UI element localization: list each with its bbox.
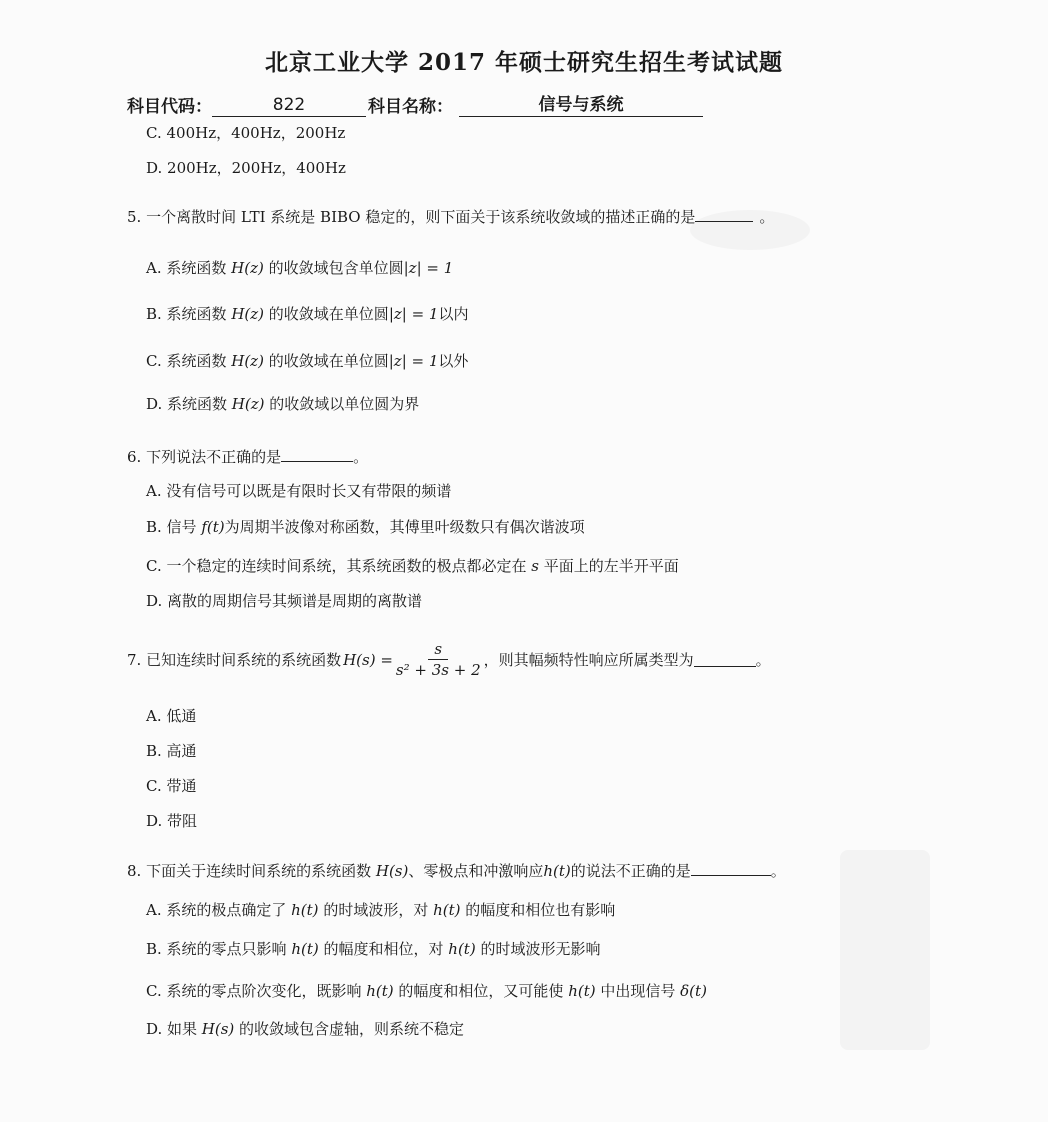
q7-option-c: C. 带通 xyxy=(146,777,197,795)
math-expr: δ(t) xyxy=(680,982,707,1000)
math-expr: H(z) xyxy=(231,259,264,277)
scan-smudge xyxy=(840,850,930,1050)
q4-option-c: C. 400Hz，400Hz，200Hz xyxy=(146,124,346,142)
math-expr: |z| = 1 xyxy=(388,352,439,370)
option-text: C. 系统的零点阶次变化，既影响 xyxy=(146,982,367,1000)
option-text: 的时域波形，对 xyxy=(318,901,434,919)
q7-stem-text: 7. 已知连续时间系统的系统函数 xyxy=(127,651,342,669)
math-expr: h(t) xyxy=(543,862,571,880)
q5-option-d xyxy=(146,393,419,414)
q8-option-c xyxy=(146,980,707,1001)
q8-option-a xyxy=(146,899,615,920)
subject-code-value: 822 xyxy=(212,95,366,117)
q8-stem-text: 、零极点和冲激响应 xyxy=(408,862,544,880)
math-expr: s xyxy=(531,557,539,575)
q7-stem xyxy=(127,640,771,679)
q7-option-d: D. 带阻 xyxy=(146,812,198,830)
q6-option-a: A. 没有信号可以既是有限时长又有带限的频谱 xyxy=(146,482,452,500)
q5-option-c xyxy=(146,350,468,371)
q5-stem-end: 。 xyxy=(759,208,775,226)
q5-option-a xyxy=(146,257,453,278)
math-expr: H(z) xyxy=(231,305,265,323)
option-text: 平面上的左半开平面 xyxy=(543,557,679,575)
option-text: B. 系统的零点只影响 xyxy=(146,940,292,958)
option-text: C. 一个稳定的连续时间系统，其系统函数的极点都必定在 xyxy=(146,557,527,575)
option-text: 的收敛域包含单位圆 xyxy=(263,259,404,277)
option-text: 的收敛域包含虚轴，则系统不稳定 xyxy=(234,1020,465,1038)
q6-stem-end: 。 xyxy=(353,448,369,466)
option-text: 的收敛域在单位圆 xyxy=(263,352,389,370)
q6-option-b xyxy=(146,516,585,537)
math-expr: |z| = 1 xyxy=(403,259,454,277)
math-expr: H(s) xyxy=(375,862,409,880)
q7-stem-text-2: ，则其幅频特性响应所属类型为 xyxy=(483,651,694,669)
q8-option-b xyxy=(146,938,600,959)
option-text: 以内 xyxy=(438,305,469,323)
option-text: 的幅度和相位，对 xyxy=(318,940,449,958)
option-text: B. 系统函数 xyxy=(146,305,232,323)
q5-option-b xyxy=(146,303,469,324)
option-text: 的幅度和相位也有影响 xyxy=(460,901,616,919)
answer-blank xyxy=(281,447,353,462)
option-text: A. 系统的极点确定了 xyxy=(146,901,292,919)
math-expr: H(s) xyxy=(201,1020,235,1038)
option-text: A. 系统函数 xyxy=(146,259,232,277)
exam-title: 北京工业大学 2017 年硕士研究生招生考试试题 xyxy=(264,49,784,76)
option-text: 的收敛域在单位圆 xyxy=(264,305,389,323)
subject-name-value: 信号与系统 xyxy=(459,90,703,117)
option-text: 的收敛域以单位圆为界 xyxy=(264,395,420,413)
option-text: 以外 xyxy=(438,352,469,370)
option-text: 的时域波形无影响 xyxy=(475,940,601,958)
q6-stem xyxy=(127,446,368,467)
q5-stem-text: 5. 一个离散时间 LTI 系统是 BIBO 稳定的，则下面关于该系统收敛域的描述正确的是 xyxy=(127,208,696,226)
answer-blank xyxy=(694,652,756,667)
math-expr: h(t) xyxy=(291,901,319,919)
answer-blank xyxy=(695,207,753,222)
q7-stem-end: 。 xyxy=(755,651,771,669)
q8-option-d xyxy=(146,1018,464,1039)
math-expr: H(z) xyxy=(231,395,265,413)
q7-option-b: B. 高通 xyxy=(146,742,197,760)
math-expr: H(z) xyxy=(231,352,264,370)
q8-stem-text: 的说法不正确的是 xyxy=(570,862,691,880)
option-text: 中出现信号 xyxy=(595,982,681,1000)
math-expr: h(t) xyxy=(448,940,476,958)
q8-stem xyxy=(127,860,786,881)
math-expr: h(t) xyxy=(433,901,461,919)
option-text: D. 如果 xyxy=(146,1020,202,1038)
answer-blank xyxy=(691,861,771,876)
option-text: B. 信号 xyxy=(146,518,202,536)
option-text: 的幅度和相位，又可能使 xyxy=(393,982,569,1000)
subject-code-label: 科目代码： xyxy=(127,97,212,117)
q6-option-c xyxy=(146,555,679,576)
q7-option-a: A. 低通 xyxy=(146,707,197,725)
subject-line xyxy=(127,90,703,117)
fraction-denominator: s² + 3s + 2 xyxy=(395,661,481,679)
transfer-function-fraction xyxy=(396,640,481,679)
math-expr: f(t) xyxy=(201,518,225,536)
math-expr: H(s) = xyxy=(343,650,393,669)
q8-stem-end: 。 xyxy=(770,862,786,880)
q6-stem-text: 6. 下列说法不正确的是 xyxy=(127,448,282,466)
math-expr: h(t) xyxy=(291,940,319,958)
q6-option-d: D. 离散的周期信号其频谱是周期的离散谱 xyxy=(146,592,423,610)
option-text: C. 系统函数 xyxy=(146,352,232,370)
math-expr: h(t) xyxy=(568,982,596,1000)
fraction-numerator: s xyxy=(428,640,448,660)
q5-stem xyxy=(127,206,774,227)
q8-stem-text: 8. 下面关于连续时间系统的系统函数 xyxy=(127,862,376,880)
math-expr: h(t) xyxy=(366,982,394,1000)
option-text: 为周期半波像对称函数，其傅里叶级数只有偶次谐波项 xyxy=(224,518,585,536)
subject-name-label: 科目名称： xyxy=(368,97,453,117)
option-text: D. 系统函数 xyxy=(146,395,232,413)
q4-option-d: D. 200Hz，200Hz，400Hz xyxy=(146,159,346,177)
math-expr: |z| = 1 xyxy=(388,305,439,323)
